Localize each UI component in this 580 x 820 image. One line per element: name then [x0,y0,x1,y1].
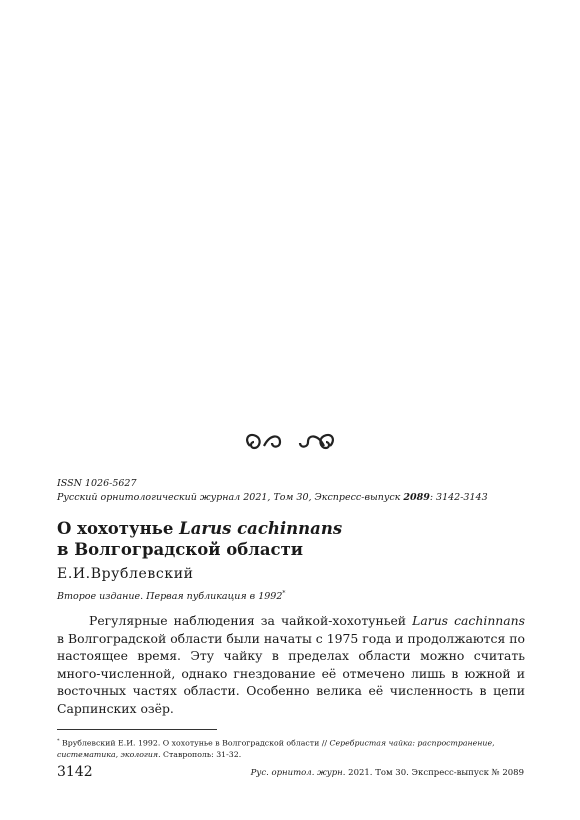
issue-number: 2089 [403,492,430,503]
body-text-start: Регулярные наблюдения за чайкой-хохотуньей [89,613,413,628]
issn: ISSN 1026-5627 [57,478,137,489]
edition-note [57,590,285,602]
paragraph [57,612,525,718]
journal-citation [57,492,488,503]
footnote-divider [57,729,217,730]
footnote [57,736,525,761]
body-species: Larus cachinnans [412,613,526,628]
running-details: 2021. Том 30. Экспресс-выпуск № 2089 [345,768,524,778]
title-line-2: в Волгоградской области [57,540,304,559]
footnote-text: Врублевский Е.И. 1992. О хохотунье в Волгоградской области // [59,738,330,748]
decorative-ornament [0,428,580,460]
ornament-icon [240,428,340,454]
page-range: : 3142-3143 [429,492,488,503]
running-journal: Рус. орнитол. журн. [250,768,346,778]
footnote-marker-ref: * [57,738,60,744]
footnote-book-title: Серебристая чайка: распространение, систематика, экология [57,738,495,760]
running-footer [251,768,524,778]
title-prefix: О хохотунье [57,519,180,538]
footnote-end: . Ставрополь: 31-32. [158,750,242,760]
footnote-marker: * [282,590,286,597]
author: Е.И.Врублевский [57,566,194,582]
journal-prefix: Русский орнитологический журнал 2021, Том 30, Экспресс-выпуск [57,492,404,503]
article-body [57,612,525,718]
body-text-end: в Волгоградской области были начаты с 1975 года и продолжаются по настоящее время. Эту чайку в пределах области можно считать много-численной, однако гнездование её отмечено лишь в южной и восточных частях области. Особенно велика её численность в цепи Сарпинских озёр. [57,630,525,716]
page-number: 3142 [57,764,93,780]
article-title [57,518,342,560]
edition-text: Второе издание. Первая публикация в 1992 [57,591,283,603]
title-species: Larus cachinnans [179,519,343,538]
